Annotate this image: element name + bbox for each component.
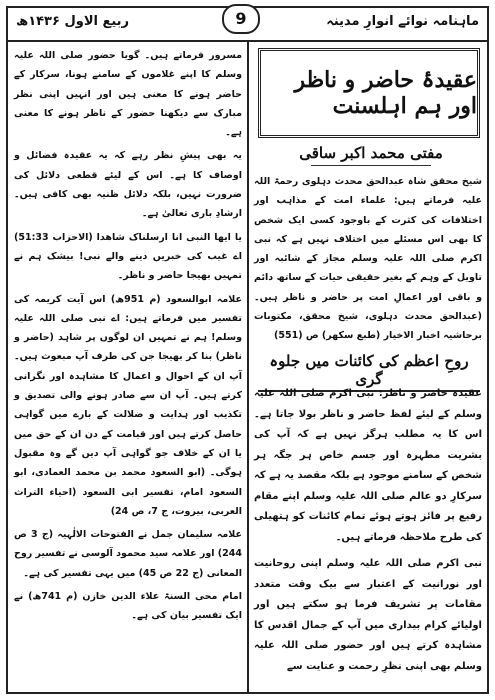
magazine-name: ماہنامہ نوائے انوارِ مدینہ — [326, 14, 479, 29]
left-column-text — [14, 46, 242, 626]
paragraph: علامہ سلیمان جمل نے الفتوحات الالٰہیہ (ج 3 ص 244) اور علامہ سید محمود آلوسی نے تفسیر روح المعانی (ج 22 ص 45) میں یہی تفسیر کی ہے۔ — [13, 529, 243, 579]
paragraph: عقیدہ حاضر و ناظر: نبی اکرم صلی اللہ علیہ وسلم کے لیئے لفظ حاضر و ناظر بولا جاتا ہے۔ اس کا یہ مطلب ہرگز نہیں ہے کہ آپ کی بشریت مطہرہ اور جسم خاص ہر جگہ ہر شخص کے سامنے موجود ہے بلکہ مقصد یہ ہے کہ سرکارِ دو عالم صلی اللہ علیہ وسلم اپنے مقام رفیع پر فائز ہوتے ہوئے تمام کائنات کو ہتھیلی کی طرح ملاحظہ فرماتے ہیں۔ — [254, 388, 482, 543]
section-heading: روحِ اعظم کی کائنات میں جلوہ گری — [258, 352, 480, 392]
article-title: عقیدۂ حاضر و ناظر اور ہم اہلسنت — [294, 67, 477, 119]
article-author: مفتی محمد اکبر ساقی — [299, 144, 443, 162]
article-title-box — [258, 48, 480, 138]
paragraph: نبی اکرم صلی اللہ علیہ وسلم اپنی روحانیت اور نورانیت کے اعتبار سے بیک وقت متعدد مقامات پر تشریف فرما ہو سکتے ہیں اور اولیائے کرام بیداری میں آپ کے جمال اقدس کا مشاہدہ کرتے ہیں اور حضور صلی اللہ علیہ وسلم بھی اپنی نظرِ رحمت و عنایت سے — [254, 558, 482, 672]
paragraph: مسرور فرماتے ہیں۔ گویا حضور صلی اللہ علیہ وسلم کا اپنے غلاموں کے سامنے ہونا، سرکار کے حاضر ہونے کا معنی ہیں اور انہیں اپنی نظر مبارک سے دیکھنا حضور کے ناظر ہونے کا معنی ہے۔ — [14, 50, 242, 139]
paragraph: علامہ ابوالسعود (م 951ھ) اس آیت کریمہ کی تفسیر میں فرماتے ہیں: اے نبی صلی اللہ علیہ وسلم! ہم نے تمہیں ان لوگوں پر شاہد (حاضر و ناظر) بنا کر بھیجا جن کی طرف آپ مبعوث ہیں۔ آپ ان کے احوال و اعمال کا مشاہدہ اور نگرانی کرتے ہیں۔ آپ ان سے صادر ہونے والی تصدیق و تکذیب اور ہدایت و ضلالت کے بارے میں گواہی حاصل کرتے ہیں اور قیامت کے دن ان کے حق میں یا ان کے خلاف جو گواہی آپ دیں گے وہ مقبول ہوگی۔ (ابو السعود محمد بن محمد العمادی، ابو السعود امام، تفسیر ابی السعود (احیاء التراث العربی، بیروت، ج 7، ص 24) — [14, 293, 242, 517]
paragraph: امام محی السنۃ علاء الدین خازن (م 741ھ) نے ایک تفسیر بیان کی ہے۔ — [14, 591, 242, 622]
issue-date: ربیع الاول ۱۴۳۶ھ — [16, 14, 130, 29]
author-underline — [262, 162, 480, 168]
column-divider — [247, 42, 249, 694]
right-column-text-1 — [254, 172, 482, 346]
page-number: 9 — [222, 4, 260, 34]
paragraph: شیخ محقق شاہ عبدالحق محدث دہلوی رحمۃ اللہ علیہ فرماتے ہیں: علماء امت کے مذاہب اور اختلافات کی کثرت کے باوجود کسی ایک شخص کا بھی اس مسئلے میں اختلاف نہیں ہے کہ نبی اکرم صلی اللہ علیہ وسلم مجاز کے شائبہ اور تاویل کے وہم کے بغیر حقیقی حیات کے ساتھ دائم و باقی اور اعمالِ امت پر حاضر و ناظر ہیں۔ (عبدالحق محدث دہلوی، شیخ محقق، مکتوبات برحاشیہ اخبار الاخیار (طبع سکھر) ص (551) — [254, 176, 482, 342]
right-column-text-2 — [254, 384, 482, 677]
paragraph: یا ایھا النبی انا ارسلناک شاھدا (الاحزاب 51:33) اے غیب کی خبریں دینے والے نبی! بیشک ہم نے تمہیں بھیجا حاضر و ناظر۔ — [14, 231, 242, 282]
paragraph: یہ بھی پیشِ نظر رہے کہ یہ عقیدہ فضائل و اوصاف کا ہے۔ اس کے لیئے قطعی دلائل کی ضرورت نہیں، بلکہ دلائل ظنیہ بھی کافی ہیں۔ ارشادِ باری تعالیٰ ہے۔ — [14, 150, 242, 220]
